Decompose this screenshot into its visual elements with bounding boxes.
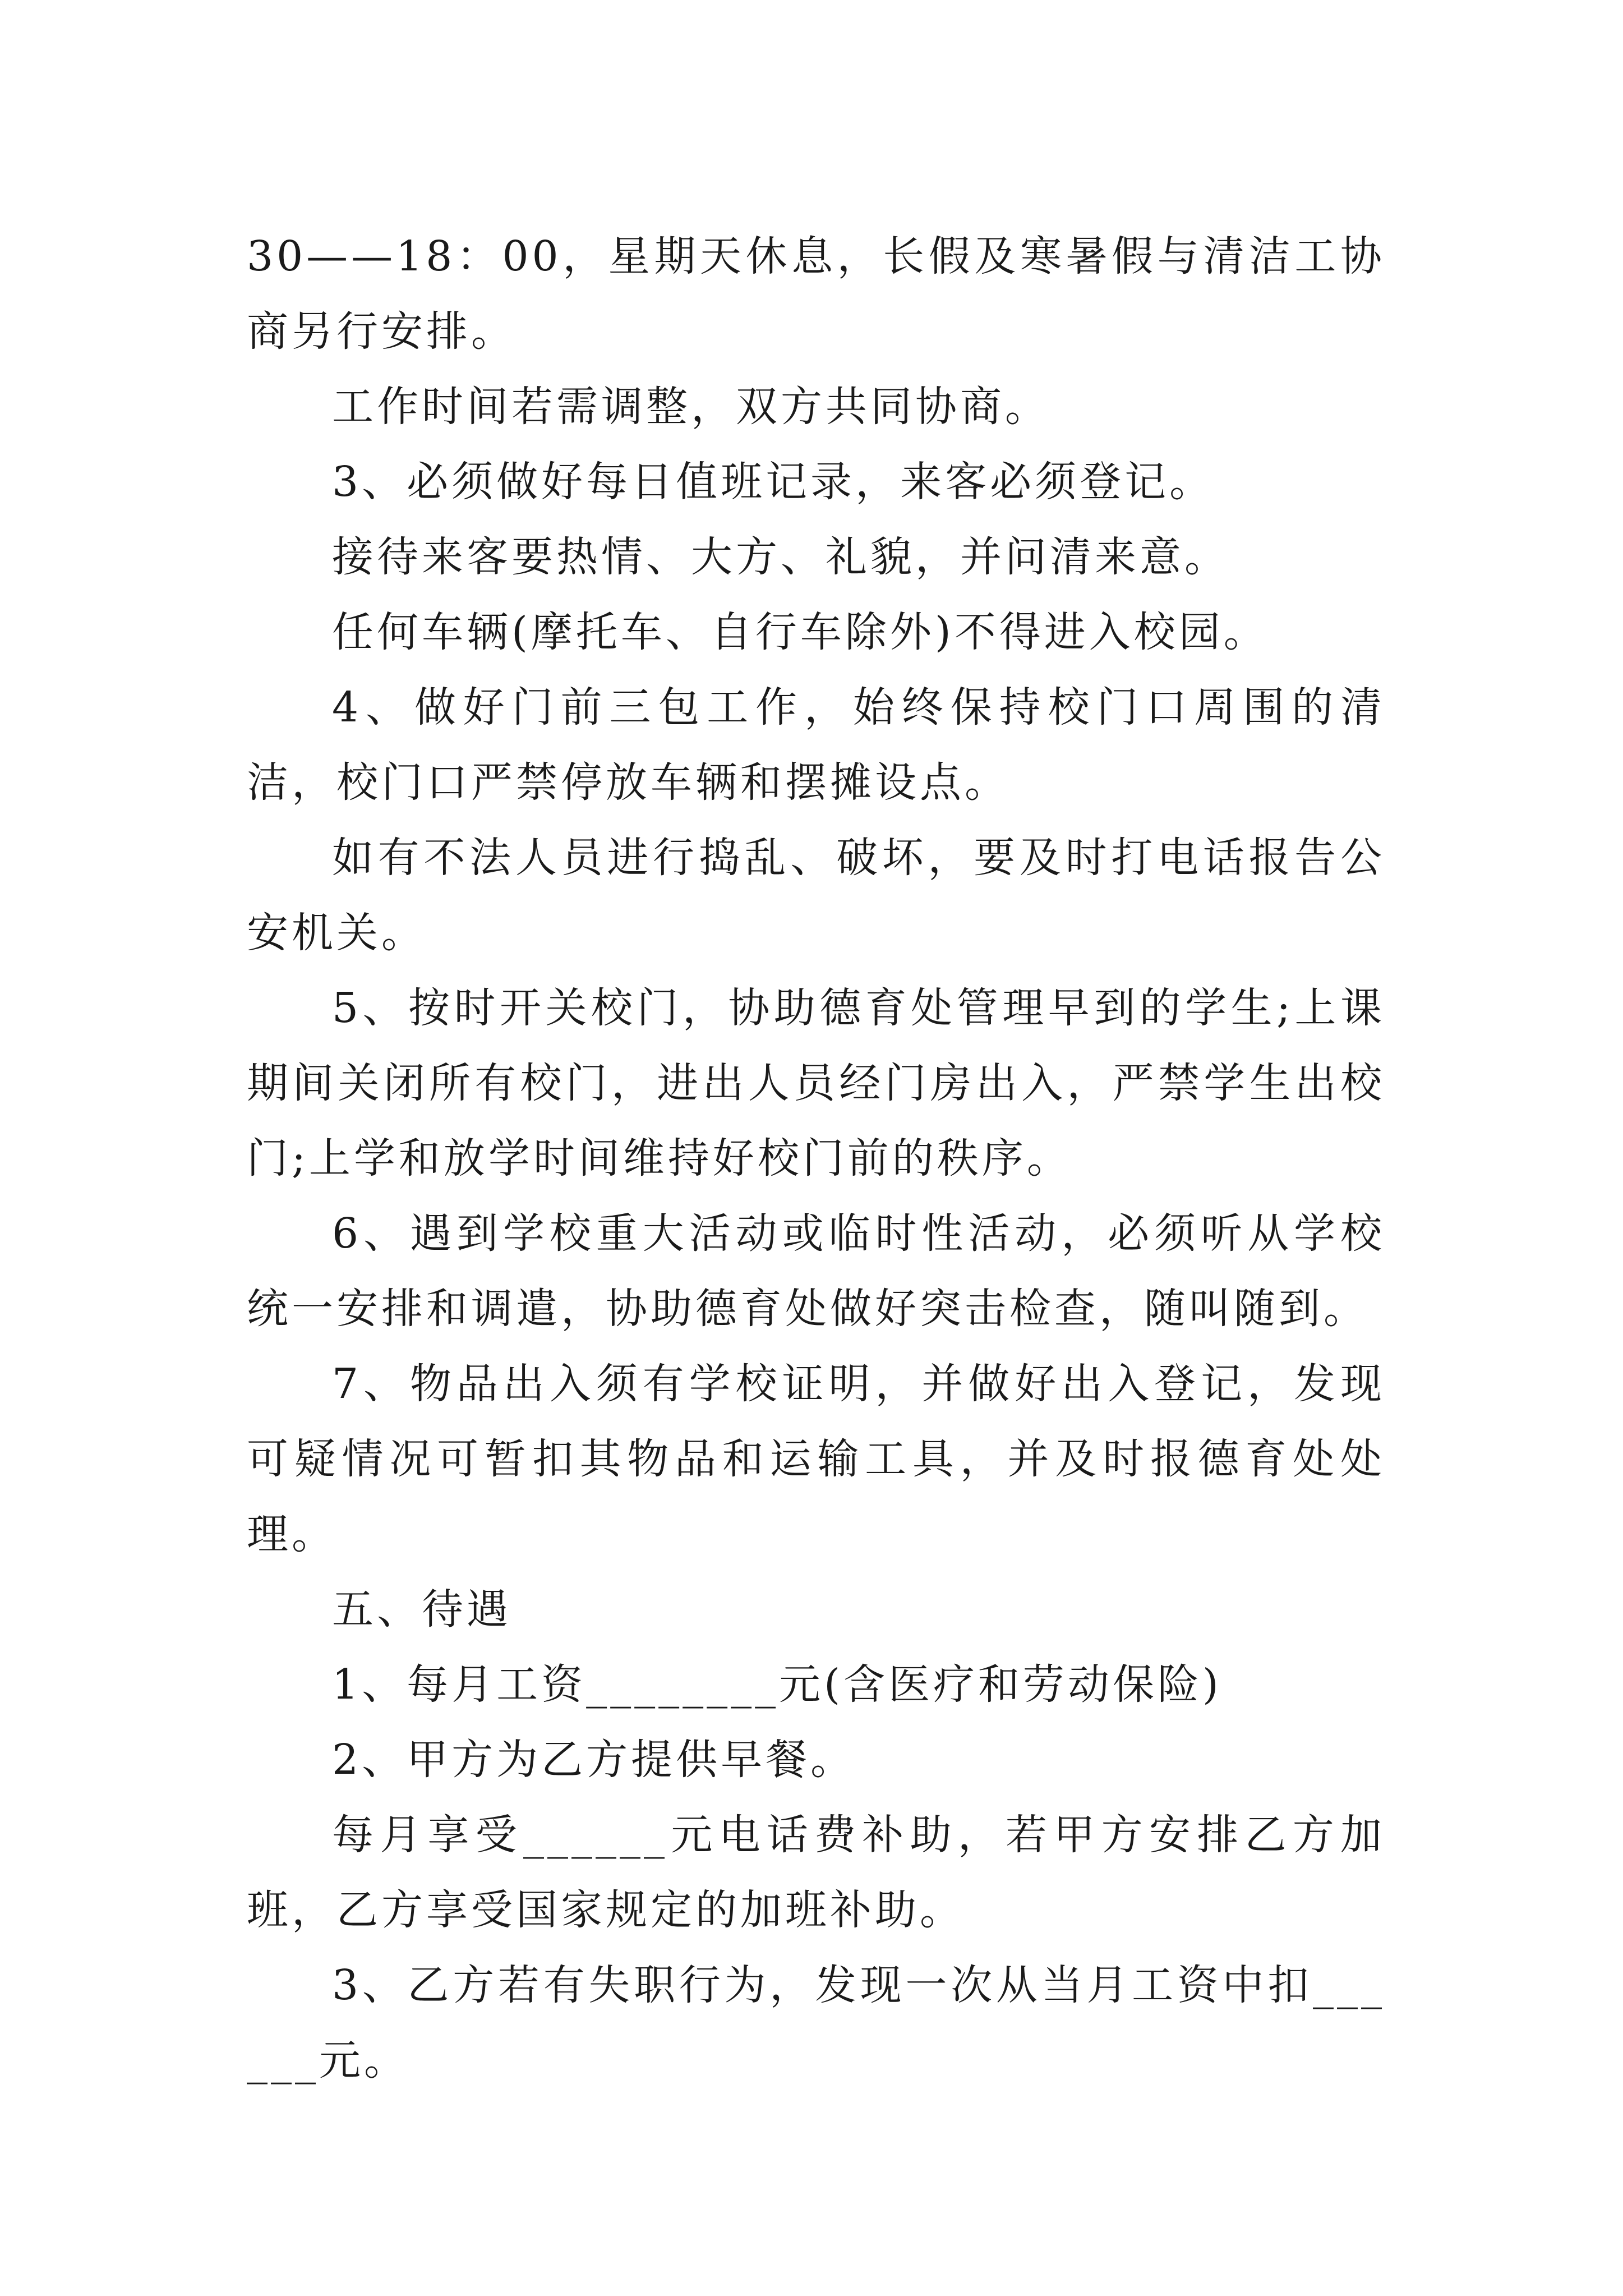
paragraph-misconduct-deduction: 3、乙方若有失职行为，发现一次从当月工资中扣______元。 [247,1961,1385,2085]
paragraph-item-4-gate-cleanliness: 4、做好门前三包工作，始终保持校门口周围的清洁，校门口严禁停放车辆和摆摊设点。 [247,683,1385,807]
paragraph-item-7-goods-exit: 7、物品出入须有学校证明，并做好出入登记，发现可疑情况可暂扣其物品和运输工具，并及时报德育处处理。 [247,1360,1385,1558]
paragraph-item-3-duty-log: 3、必须做好每日值班记录，来客必须登记。 [332,458,1215,506]
paragraph-monthly-salary: 1、每月工资________元(含医疗和劳动保险) [332,1660,1222,1709]
paragraph-breakfast: 2、甲方为乙方提供早餐。 [332,1736,856,1784]
paragraph-time-adjustment: 工作时间若需调整，双方共同协商。 [332,383,1050,431]
paragraph-report-police: 如有不法人员进行捣乱、破坏，要及时打电话报告公安机关。 [247,834,1385,957]
paragraph-item-5-gate-management: 5、按时开关校门，协助德育处管理早到的学生;上课期间关闭所有校门，进出人员经门房出入，严禁学生出校门;上学和放学时间维持好校门前的秩序。 [247,984,1385,1182]
paragraph-item-6-school-activities: 6、遇到学校重大活动或临时性活动，必须听从学校统一安排和调遣，协助德育处做好突击检查，随叫随到。 [247,1209,1385,1333]
document-body [247,219,1385,2098]
paragraph-visitor-reception: 接待来客要热情、大方、礼貌，并问清来意。 [332,533,1229,581]
paragraph-phone-subsidy: 每月享受______元电话费补助，若甲方安排乙方加班，乙方享受国家规定的加班补助。 [247,1811,1385,1934]
section-heading-compensation: 五、待遇 [332,1585,511,1634]
paragraph-work-hours: 30——18：00，星期天休息，长假及寒暑假与清洁工协商另行安排。 [247,232,1385,356]
paragraph-vehicle-rule: 任何车辆(摩托车、自行车除外)不得进入校园。 [332,608,1269,656]
